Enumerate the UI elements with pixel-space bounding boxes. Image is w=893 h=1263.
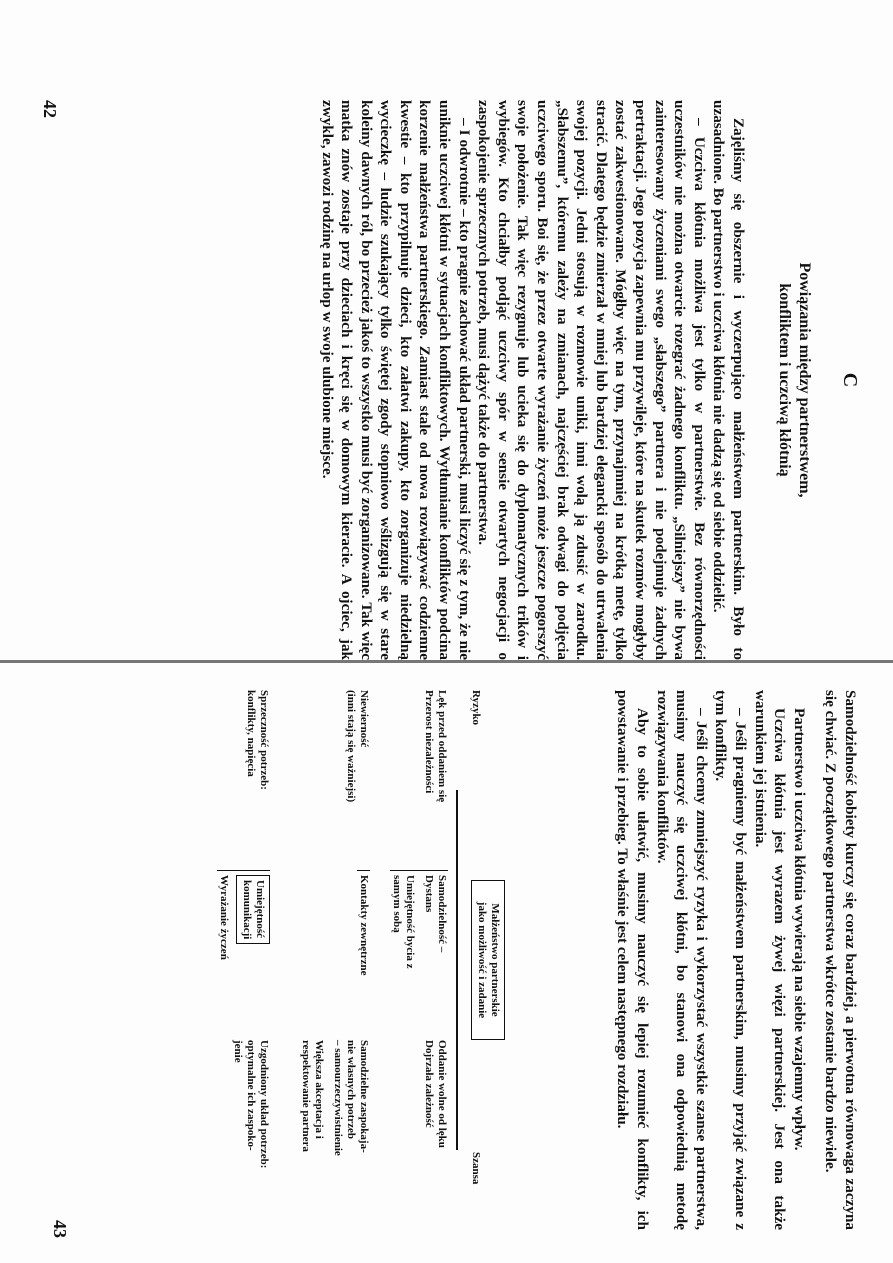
- middle-2: Kontakty zewnętrzne: [357, 870, 370, 1015]
- risk-3: Sprzeczność potrzeb: konflikty, napięcia: [245, 690, 270, 790]
- chance-2: Samodzielne zaspokaja- nie własnych potrzeb – samourzeczywistnienie Większa akceptacja i respektowanie partnera: [300, 1040, 370, 1156]
- risk-1: Lęk przed oddaniem się Przerost niezależności: [423, 690, 448, 803]
- paragraph: Zajęliśmy się obszernie i wyczerpująco małżeństwem partnerskim. Było to uzasadnione. Bo partnerstwo i uczciwa kłótnia nie dadzą się od siebie oddzielić.: [710, 100, 747, 660]
- paragraph: Aby to sobie ułatwić, musimy nauczyć się lepiej rozumieć konflikty, ich powstawanie i przebieg. To właśnie jest celem następnego rozdziału.: [614, 690, 652, 1230]
- page-number-43: 43: [50, 1220, 70, 1238]
- middle-1: Samodzielność – Dystans Umiejętność bycia z samym sobą: [390, 870, 448, 1015]
- page-fold: [0, 660, 893, 663]
- diagram-connector: [457, 790, 459, 1150]
- diagram: [100, 690, 520, 1230]
- risk-2: Niewierność (inni stają się ważniejsi): [345, 690, 370, 803]
- paragraph: Samodzielność kobiety kurczy się coraz bardziej, a pierwotna równowaga zaczyna się chwiać. Z początkowego partnerstwa wkrótce zostanie bardzo niewiele.: [822, 690, 859, 1230]
- page-42: [40, 100, 860, 660]
- chapter-title-line1: Powiązania między partnerstwem,: [796, 262, 813, 498]
- page-42-body: [317, 100, 748, 660]
- diagram-center-box: Małżeństwo partnerskie jako możliwość i zadanie: [471, 880, 505, 1040]
- chance-1: Oddanie wolne od lęku Dojrzała zależność: [423, 1040, 448, 1148]
- page-43-body: [613, 690, 860, 1230]
- chapter-title-line2: konfliktem i uczciwą kłótnią: [776, 283, 793, 477]
- paragraph: – Uczciwa kłótnia możliwa jest tylko w partnerstwie. Bez równorzędności uczestników nie można otwarcie rozegrać żadnego konfliktu. „Silniejszy” nie bywa zainteresowany życzeniami swego „słabszego” partnera i nie podejmuje żadnych pertraktacji. Jego pozycja zapewnia mu przywileje, które na skutek rozmów mogłyby zostać zakwestionowane. Mógłby więc na tym, przynajmniej na krótką metę, tylko stracić. Dlatego będzie zmierzał w mniej lub bardziej elegancki sposób do utrwalenia swojej pozycji. Jedni stosują w rozmowie uniki, inni wolą ją zdusić w zarodku. „Słabszemu”, któremu zależy na zmianach, najczęściej brak odwagi do podjęcia uczciwego sporu. Boi się, że przez otwarte wyrażanie życzeń może jeszcze pogorszyć swoje położenie. Tak więc rezygnuje lub ucieka się do dyplomatycznych trików i wybiegów. Kto chciałby podjąć uczciwy spór w sensie otwartych negocjacji o zaspokojenie sprzecznych potrzeb, musi dążyć także do partnerstwa.: [475, 100, 708, 660]
- paragraph: – Jeśli chcemy zmniejszyć ryzyka i wykorzystać wszystkie szanse partnerstwa, musimy nauczyć się uczciwej kłótni, bo stanowi ona odpowiednią metodę rozwiązywania konfliktów.: [653, 690, 710, 1230]
- middle-3: Umiejętność komunikacji Wyrażanie życzeń: [217, 870, 270, 1015]
- page-number-42: 42: [40, 100, 60, 118]
- risk-label: Ryzyko: [470, 690, 482, 726]
- section-letter: C: [839, 372, 861, 388]
- paragraph: Uczciwa kłótnia jest wyrazem żywej więzi partnerskiej. Jest ona także warunkiem jej istnienia.: [751, 690, 789, 1230]
- paragraph: – Jeśli pragniemy być małżeństwem partnerskim, musimy przyjąć związane z tym konflikty.: [712, 690, 750, 1230]
- paragraph: Partnerstwo i uczciwa kłótnia wywierają na siebie wzajemny wpływ.: [790, 708, 808, 1151]
- chance-label: Szansa: [470, 1152, 482, 1185]
- chance-3: Uzgodniony układ potrzeb: optymalne ich zaspoko- jenie: [232, 1040, 270, 1169]
- page-43: [40, 690, 860, 1238]
- paragraph: – I odwrotnie – kto pragnie zachować układ partnerski, musi liczyć się z tym, że nie uniknie uczciwej kłótni w sytuacjach konfliktowych. Wytłumianie konfliktów podcina korzenie małżeństwa partnerskiego. Zamiast stale od nowa rozwiązywać codzienne kwestie – kto przypilnuje dzieci, kto załatwi zakupy, kto zorganizuje niedzielną wycieczkę – ludzie szukający tylko świętej zgody stopniowo wślizgują się w stare koleiny dawnych ról, bo przecież jakoś to wszystko musi być zorganizowane. Tak więc matka znów zostaje przy dzieciach i kręci się w domowym kieracie. A ojciec, jak zwykle, zawozi rodzinę na urlop w swoje ulubione miejsce.: [318, 100, 473, 660]
